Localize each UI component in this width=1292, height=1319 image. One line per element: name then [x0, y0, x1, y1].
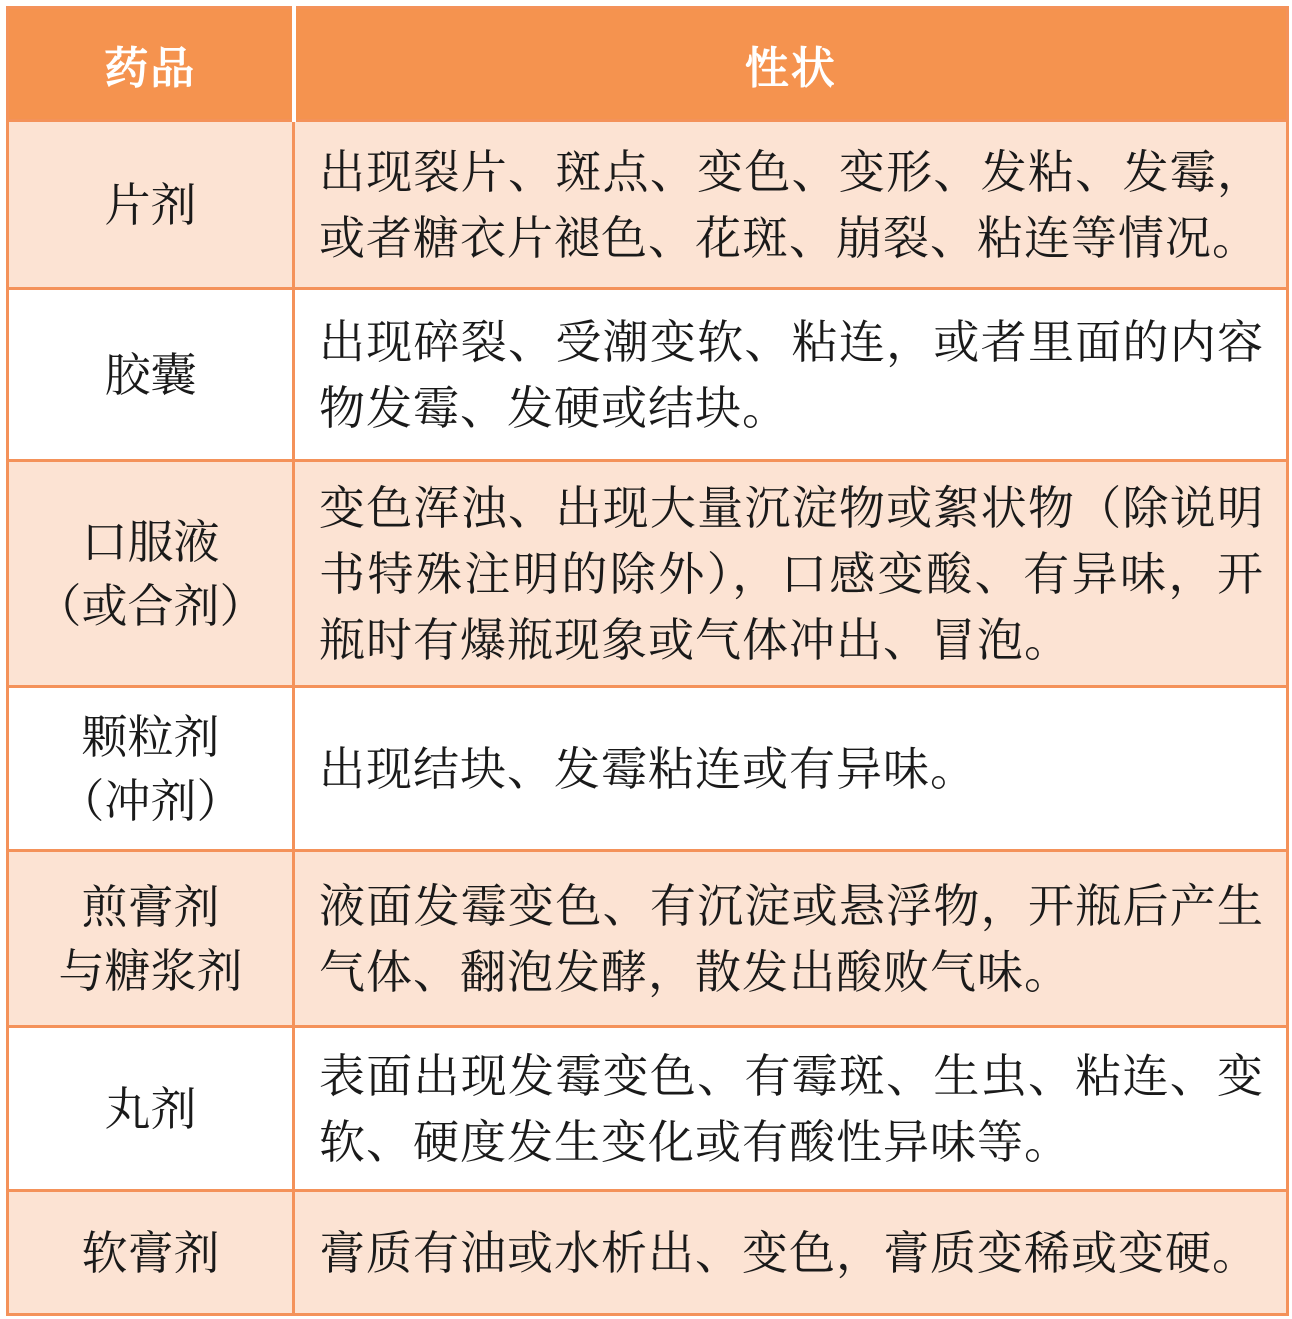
table-row	[8, 1191, 1288, 1315]
drug-name: 丸剂	[8, 1027, 294, 1191]
drug-name: 口服液 （或合剂）	[8, 461, 294, 687]
drug-trait: 出现裂片、斑点、变色、变形、发粘、发霉，或者糖衣片褪色、花斑、崩裂、粘连等情况。	[294, 121, 1288, 289]
drug-name: 胶囊	[8, 289, 294, 461]
drug-name: 煎膏剂 与糖浆剂	[8, 851, 294, 1027]
table-header-row	[8, 8, 1288, 121]
table-row	[8, 121, 1288, 289]
drug-trait: 变色浑浊、出现大量沉淀物或絮状物（除说明书特殊注明的除外），口感变酸、有异味，开瓶时有爆瓶现象或气体冲出、冒泡。	[294, 461, 1288, 687]
drug-name: 颗粒剂 （冲剂）	[8, 687, 294, 851]
table-row	[8, 289, 1288, 461]
table-row	[8, 461, 1288, 687]
drug-trait: 出现碎裂、受潮变软、粘连，或者里面的内容物发霉、发硬或结块。	[294, 289, 1288, 461]
header-trait: 性状	[294, 8, 1288, 121]
drug-trait: 膏质有油或水析出、变色，膏质变稀或变硬。	[294, 1191, 1288, 1315]
table-row	[8, 687, 1288, 851]
table-row	[8, 1027, 1288, 1191]
header-drug: 药品	[8, 8, 294, 121]
drug-trait: 液面发霉变色、有沉淀或悬浮物，开瓶后产生气体、翻泡发酵，散发出酸败气味。	[294, 851, 1288, 1027]
table-row	[8, 851, 1288, 1027]
drug-name: 片剂	[8, 121, 294, 289]
drug-trait: 表面出现发霉变色、有霉斑、生虫、粘连、变软、硬度发生变化或有酸性异味等。	[294, 1027, 1288, 1191]
drug-traits-table	[6, 6, 1289, 1316]
drug-name: 软膏剂	[8, 1191, 294, 1315]
drug-trait: 出现结块、发霉粘连或有异味。	[294, 687, 1288, 851]
